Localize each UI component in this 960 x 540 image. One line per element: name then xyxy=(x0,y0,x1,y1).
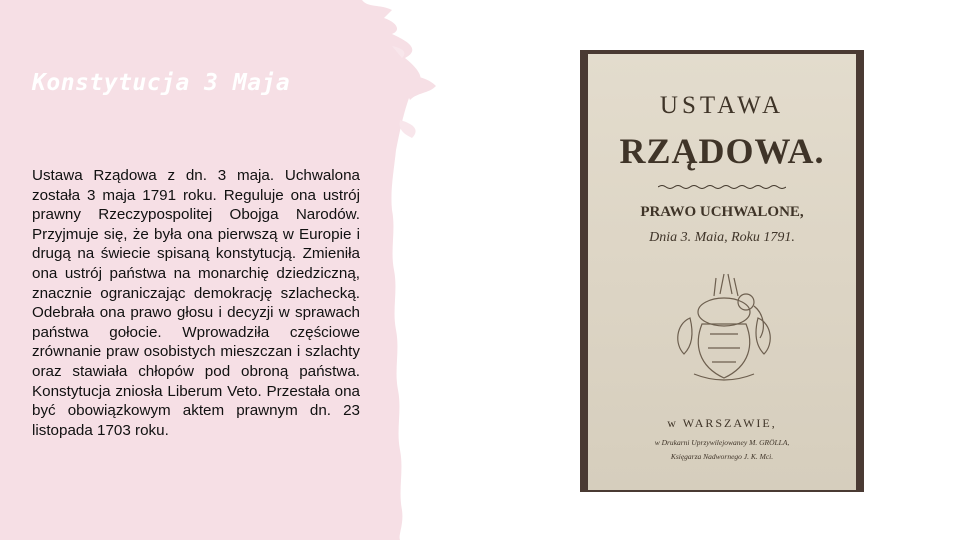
book-place: w WARSZAWIE, xyxy=(667,416,777,430)
slide-title: Konstytucja 3 Maja xyxy=(32,70,291,96)
decorative-rule xyxy=(658,184,786,190)
book-subtitle: PRAWO UCHWALONE, xyxy=(640,204,804,220)
coat-of-arms-emblem xyxy=(654,254,794,394)
book-bookseller: Księgarza Nadwornego J. K. Mci. xyxy=(670,452,774,461)
book-date: Dnia 3. Maia, Roku 1791. xyxy=(649,230,795,245)
book-printer: w Drukarni Uprzywilejowaney M. GRÖLLA, xyxy=(654,438,790,447)
book-title-line2: RZĄDOWA. xyxy=(619,131,825,171)
slide-body-text: Ustawa Rządowa z dn. 3 maja. Uchwalona została 3 maja 1791 roku. Reguluje ona ustrój prawny Rzeczypospolitej Obojga Narodów. Przyjmuje się, że była ona pierwszą w Europie i drugą na świecie spisaną konstytucją. Zmieniła ona ustrój państwa na monarchię dziedziczną, znacznie ograniczając demokrację szlachecką. Odebrała ona prawo głosu i decyzji w sprawach państwa gołocie. Wprowadziła częściowe zrównanie praw osobistych mieszczan i szlachty oraz stawiała chłopów pod obroną państwa. Konstytucja zniosła Liberum Veto. Przestała ona być obowiązkowym aktem prawnym dn. 23 listopada 1703 roku. xyxy=(32,167,360,439)
constitution-book-image xyxy=(580,50,864,492)
book-title-page xyxy=(588,54,856,490)
book-title-line1: USTAWA xyxy=(659,92,785,119)
